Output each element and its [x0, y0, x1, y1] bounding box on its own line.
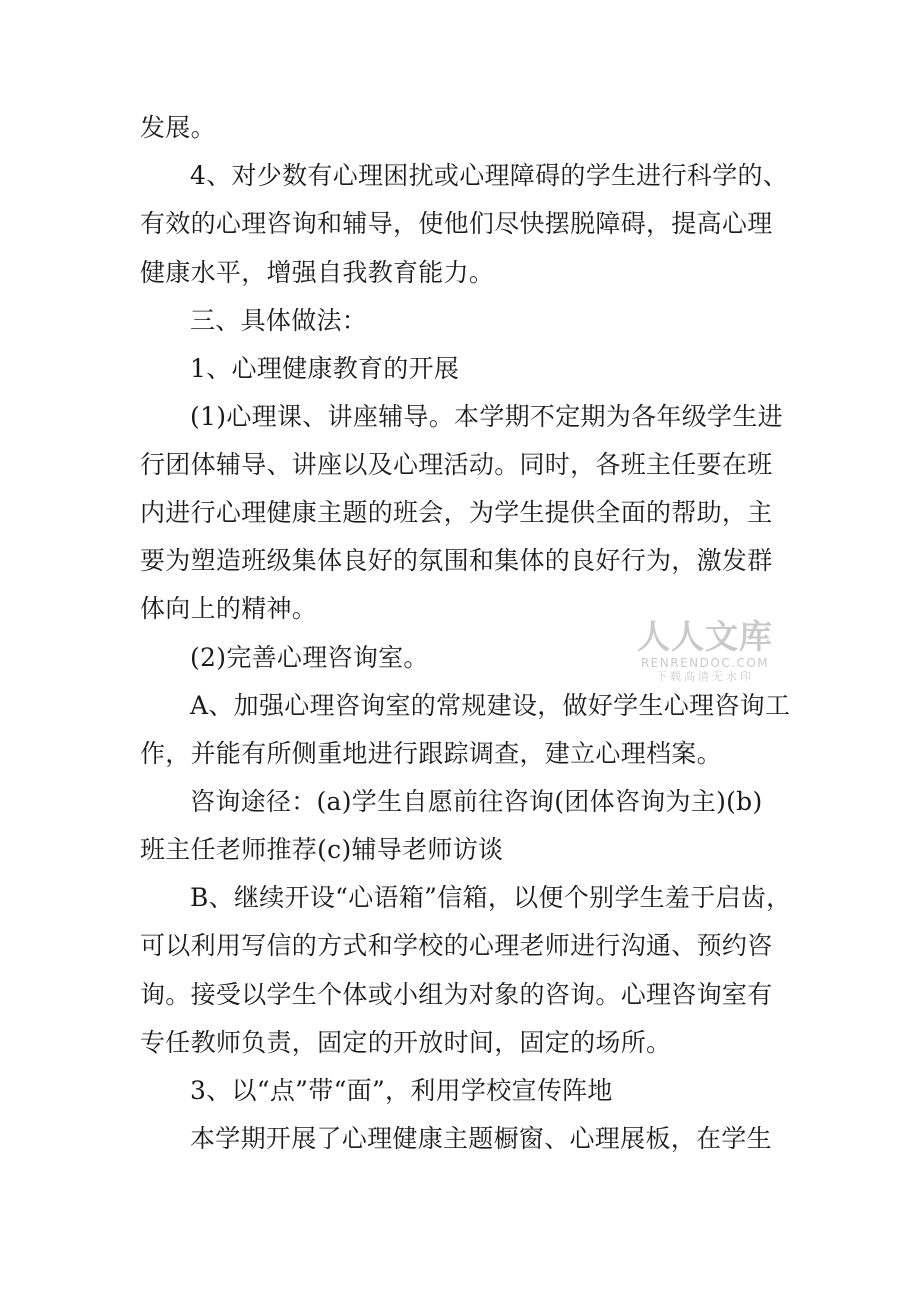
paragraph-line: 体向上的精神。: [140, 594, 318, 623]
paragraph-line: A、加强心理咨询室的常规建设，做好学生心理咨询工: [190, 691, 791, 720]
paragraph-line: 专任教师负责，固定的开放时间，固定的场所。: [140, 1028, 672, 1057]
paragraph-line: 内进行心理健康主题的班会，为学生提供全面的帮助，主: [140, 498, 773, 527]
paragraph-line: 4、对少数有心理困扰或心理障碍的学生进行科学的、: [190, 161, 789, 190]
paragraph-line: (1)心理课、讲座辅导。本学期不定期为各年级学生进: [190, 402, 783, 431]
paragraph-line: 要为塑造班级集体良好的氛围和集体的良好行为，激发群: [140, 546, 773, 575]
section-heading: 三、具体做法：: [190, 306, 368, 335]
paragraph-line: 询。接受以学生个体或小组为对象的咨询。心理咨询室有: [140, 980, 773, 1009]
paragraph-line: 班主任老师推荐(c)辅导老师访谈: [140, 835, 504, 864]
paragraph-line: 行团体辅导、讲座以及心理活动。同时，各班主任要在班: [140, 450, 773, 479]
subsection-heading: 3、以“点”带“面”，利用学校宣传阵地: [190, 1076, 613, 1105]
paragraph-line: B、继续开设“心语箱”信箱，以便个别学生羞于启齿，: [190, 883, 792, 912]
subsection-heading: 1、心理健康教育的开展: [190, 354, 460, 383]
watermark-logo: [630, 618, 780, 684]
paragraph-line: 咨询途径：(a)学生自愿前往咨询(团体咨询为主)(b): [190, 787, 763, 816]
watermark-title: 人人文库: [637, 617, 773, 656]
paragraph-line: 健康水平，增强自我教育能力。: [140, 258, 495, 287]
paragraph-line: 本学期开展了心理健康主题橱窗、心理展板，在学生: [190, 1124, 772, 1153]
paragraph-line: (2)完善心理咨询室。: [190, 643, 429, 672]
paragraph-line: 作，并能有所侧重地进行跟踪调查，建立心理档案。: [140, 739, 722, 768]
watermark-tagline: 下载高清无水印: [656, 670, 754, 683]
paragraph-line: 有效的心理咨询和辅导，使他们尽快摆脱障碍，提高心理: [140, 209, 773, 238]
watermark-domain: RENRENDOC.COM: [640, 656, 770, 670]
paragraph-line: 发展。: [140, 113, 216, 142]
paragraph-line: 可以利用写信的方式和学校的心理老师进行沟通、预约咨: [140, 931, 773, 960]
